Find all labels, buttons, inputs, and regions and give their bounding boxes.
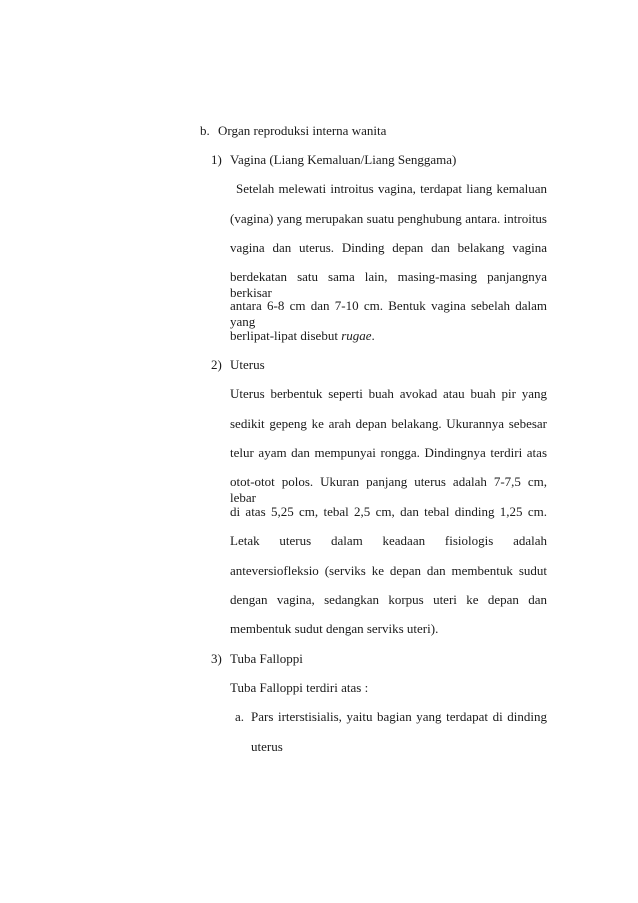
paragraph-line-last: uterus	[251, 739, 283, 754]
paragraph-line-last: membentuk sudut dengan serviks uteri).	[230, 621, 439, 636]
paragraph-line: Uterus berbentuk seperti buah avokad atau buah pir yang	[230, 386, 547, 401]
item-1-marker: 1)	[211, 152, 222, 167]
paragraph-line-last	[230, 328, 375, 344]
term-rugae: rugae	[341, 328, 372, 343]
section-marker: b.	[200, 123, 210, 138]
section-title: Organ reproduksi interna wanita	[218, 123, 387, 138]
paragraph-line: vagina dan uterus. Dinding depan dan belakang vagina	[230, 240, 547, 255]
item-2-marker: 2)	[211, 357, 222, 372]
paragraph-line: (vagina) yang merupakan suatu penghubung antara. introitus	[230, 211, 547, 226]
paragraph-line: telur ayam dan mempunyai rongga. Dindingnya terdiri atas	[230, 445, 547, 460]
paragraph-line: Setelah melewati introitus vagina, terdapat liang kemaluan	[236, 181, 547, 196]
line-text: .	[371, 328, 375, 343]
paragraph-line: berdekatan satu sama lain, masing-masing panjangnya berkisar	[230, 269, 547, 300]
paragraph-line: anteversiofleksio (serviks ke depan dan membentuk sudut	[230, 563, 547, 578]
paragraph-line: Letak uterus dalam keadaan fisiologis adalah	[230, 533, 547, 548]
line-text: berlipat-lipat disebut	[230, 328, 342, 343]
paragraph-line: antara 6-8 cm dan 7-10 cm. Bentuk vagina sebelah dalam yang	[230, 298, 547, 329]
paragraph-line: sedikit gepeng ke arah depan belakang. Ukurannya sebesar	[230, 416, 547, 431]
item-2-heading: Uterus	[230, 357, 265, 372]
item-3-heading: Tuba Falloppi	[230, 651, 303, 666]
paragraph-line: di atas 5,25 cm, tebal 2,5 cm, dan tebal dinding 1,25 cm.	[230, 504, 547, 519]
paragraph-line: Pars irterstisialis, yaitu bagian yang terdapat di dinding	[251, 709, 547, 724]
subitem-a-marker: a.	[235, 709, 245, 724]
item-3-marker: 3)	[211, 651, 222, 666]
paragraph-line: otot-otot polos. Ukuran panjang uterus adalah 7-7,5 cm, lebar	[230, 474, 547, 505]
paragraph-intro: Tuba Falloppi terdiri atas :	[230, 680, 369, 695]
paragraph-line: dengan vagina, sedangkan korpus uteri ke depan dan	[230, 592, 547, 607]
item-1-heading: Vagina (Liang Kemaluan/Liang Senggama)	[230, 152, 457, 167]
